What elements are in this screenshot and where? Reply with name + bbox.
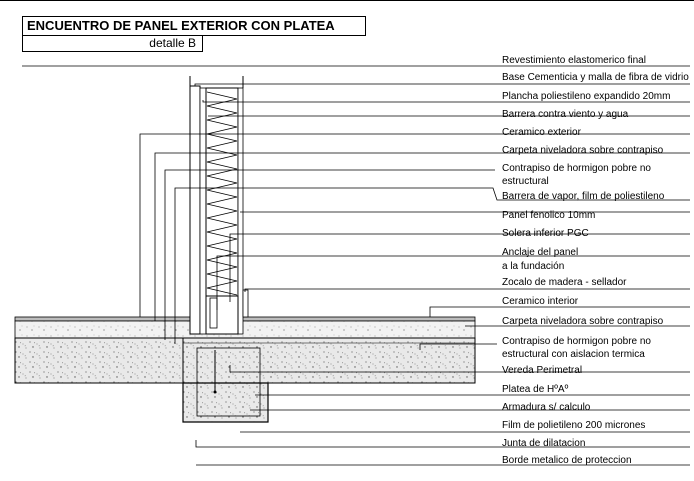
label-contrapiso-1: Contrapiso de hormigon pobre no bbox=[502, 163, 651, 174]
label-anclaje: Anclaje del panel bbox=[502, 247, 579, 258]
label-solera: Solera inferior PGC bbox=[502, 228, 589, 239]
eps-board bbox=[200, 88, 206, 334]
label-film: Film de polietileno 200 micrones bbox=[502, 420, 646, 431]
label-barrera-vapor: Barrera de vapor, film de poliestileno bbox=[502, 191, 665, 202]
label-revestimiento: Revestimiento elastomerico final bbox=[502, 55, 646, 66]
label-barrera-viento: Barrera contra viento y agua bbox=[502, 109, 629, 120]
label-platea: Platea de HºAº bbox=[502, 384, 569, 395]
ceramic-layer bbox=[15, 317, 475, 321]
drawing-subtitle: detalle B bbox=[22, 36, 203, 52]
label-panel-fenolico: Panel fenolico 10mm bbox=[502, 210, 596, 221]
label-anclaje-b: a la fundación bbox=[502, 261, 565, 272]
label-vereda: Vereda Perimetral bbox=[502, 365, 583, 376]
label-ceramico-exterior: Ceramico exterior bbox=[502, 127, 581, 138]
exterior-render bbox=[190, 86, 200, 334]
drawing-title: ENCUENTRO DE PANEL EXTERIOR CON PLATEA bbox=[22, 16, 366, 36]
label-zocalo: Zocalo de madera - sellador bbox=[502, 277, 627, 288]
label-junta: Junta de dilatacion bbox=[502, 438, 586, 449]
leveling-screed bbox=[15, 321, 475, 338]
label-armadura: Armadura s/ calculo bbox=[502, 402, 591, 413]
label-carpeta-interior: Carpeta niveladora sobre contrapiso bbox=[502, 316, 664, 327]
label-carpeta-exterior: Carpeta niveladora sobre contrapiso bbox=[502, 145, 664, 156]
label-contrapiso-2: Contrapiso de hormigon pobre no bbox=[502, 336, 651, 347]
label-base-cementicia: Base Cementicia y malla de fibra de vidrio bbox=[502, 72, 689, 83]
label-borde: Borde metalico de proteccion bbox=[502, 455, 632, 466]
phenolic-panel bbox=[238, 88, 243, 334]
label-plancha: Plancha poliestileno expandido 20mm bbox=[502, 91, 671, 102]
label-contrapiso-2b: estructural con aislacion termica bbox=[502, 349, 645, 360]
label-contrapiso-1b: estructural bbox=[502, 176, 549, 187]
wood-skirting bbox=[243, 290, 248, 317]
perimeter-sidewalk bbox=[15, 338, 183, 383]
anchor-end bbox=[214, 391, 217, 394]
anchor-plate bbox=[210, 298, 217, 328]
label-ceramico-interior: Ceramico interior bbox=[502, 296, 579, 307]
